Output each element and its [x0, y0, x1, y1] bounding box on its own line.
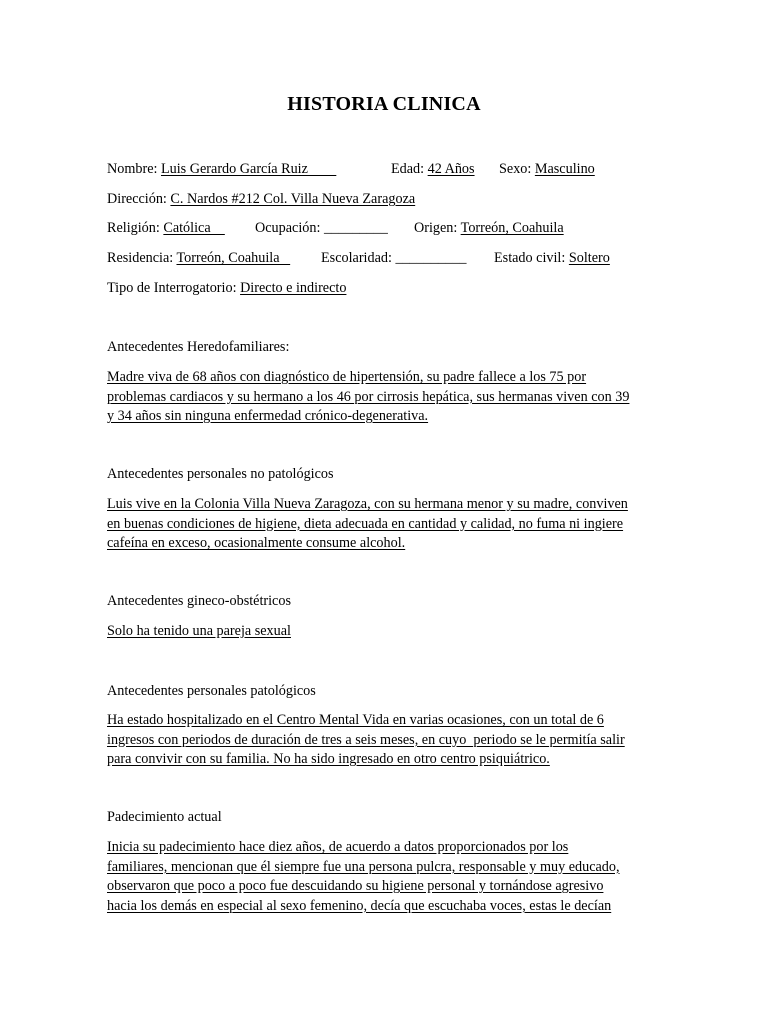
section-body-heredofamiliares — [107, 368, 667, 427]
residencia-label: Residencia: — [107, 250, 177, 266]
estado-civil-label: Estado civil: — [494, 250, 569, 266]
paragraph-line: problemas cardiacos y su hermano a los 46 por cirrosis hepática, sus hermanas viven con 39 — [107, 388, 630, 405]
escolaridad-value: __________ — [395, 250, 467, 266]
paragraph-line: Luis vive en la Colonia Villa Nueva Zaragoza, con su hermana menor y su madre, conviven — [107, 496, 628, 512]
direccion-label: Dirección: — [107, 191, 171, 207]
section-heading-gineco: Antecedentes gineco-obstétricos — [107, 593, 291, 609]
paragraph-line: y 34 años sin ninguna enfermedad crónico-degenerativa. — [107, 408, 429, 424]
section-heading-patologicos: Antecedentes personales patológicos — [107, 683, 316, 699]
ocupacion-label: Ocupación: — [255, 220, 324, 236]
origen-value: Torreón, Coahuila — [460, 220, 564, 236]
tipo-value: Directo e indirecto — [240, 280, 347, 296]
religion-label: Religión: — [107, 220, 164, 236]
escolaridad-group — [321, 249, 466, 267]
paragraph-line: hacia los demás en especial al sexo femenino, decía que escuchaba voces, estas le decían — [107, 897, 612, 914]
estado-civil-value: Soltero — [568, 250, 610, 266]
interrogatorio-row — [107, 279, 346, 297]
paragraph-line: familiares, mencionan que él siempre fue una persona pulcra, responsable y muy educado, — [107, 858, 620, 875]
ocupacion-group — [255, 219, 388, 237]
section-heading-padecimiento: Padecimiento actual — [107, 809, 222, 825]
paragraph-line: cafeína en exceso, ocasionalmente consume alcohol. — [107, 535, 406, 551]
section-body-no-patologicos — [107, 495, 667, 554]
edad-label: Edad: — [391, 161, 428, 177]
religion-group — [107, 219, 225, 237]
edad-group — [391, 160, 475, 178]
tipo-label: Tipo de Interrogatorio: — [107, 280, 241, 296]
edad-value: 42 Años — [427, 161, 475, 177]
estado-civil-group — [494, 249, 610, 267]
paragraph-line: Inicia su padecimiento hace diez años, de acuerdo a datos proporcionados por los — [107, 839, 569, 855]
origen-label: Origen: — [414, 220, 461, 236]
sexo-group — [499, 160, 595, 178]
sexo-value: Masculino — [534, 161, 595, 177]
section-body-padecimiento — [107, 838, 667, 916]
religion-value: Católica — [163, 220, 225, 236]
residencia-value: Torreón, Coahuila — [176, 250, 291, 266]
nombre-label: Nombre: — [107, 161, 161, 177]
section-body-gineco — [107, 622, 667, 642]
section-heading-no-patologicos: Antecedentes personales no patológicos — [107, 466, 334, 482]
sexo-label: Sexo: — [499, 161, 535, 177]
paragraph-line: Ha estado hospitalizado en el Centro Mental Vida en varias ocasiones, con un total de 6 — [107, 712, 604, 728]
paragraph-line: en buenas condiciones de higiene, dieta adecuada en cantidad y calidad, no fuma ni ingiere — [107, 515, 624, 532]
ocupacion-value: _________ — [323, 220, 388, 236]
patient-id-row — [107, 160, 336, 178]
direccion-value: C. Nardos #212 Col. Villa Nueva Zaragoza — [170, 191, 416, 207]
nombre-value: Luis Gerardo García Ruiz — [160, 161, 337, 177]
paragraph-line: Solo ha tenido una pareja sexual — [107, 623, 291, 639]
section-heading-heredofamiliares: Antecedentes Heredofamiliares: — [107, 339, 290, 355]
origen-group — [414, 219, 564, 237]
paragraph-line: Madre viva de 68 años con diagnóstico de hipertensión, su padre fallece a los 75 por — [107, 369, 587, 385]
document-title: HISTORIA CLINICA — [287, 93, 481, 115]
section-body-patologicos — [107, 711, 667, 770]
paragraph-line: para convivir con su familia. No ha sido ingresado en otro centro psiquiátrico. — [107, 751, 550, 767]
escolaridad-label: Escolaridad: — [321, 250, 396, 266]
paragraph-line: observaron que poco a poco fue descuidando su higiene personal y tornándose agresivo — [107, 878, 604, 894]
direccion-row — [107, 190, 415, 208]
residencia-group — [107, 249, 290, 267]
paragraph-line: ingresos con periodos de duración de tres a seis meses, en cuyo periodo se le permitía salir — [107, 731, 625, 748]
